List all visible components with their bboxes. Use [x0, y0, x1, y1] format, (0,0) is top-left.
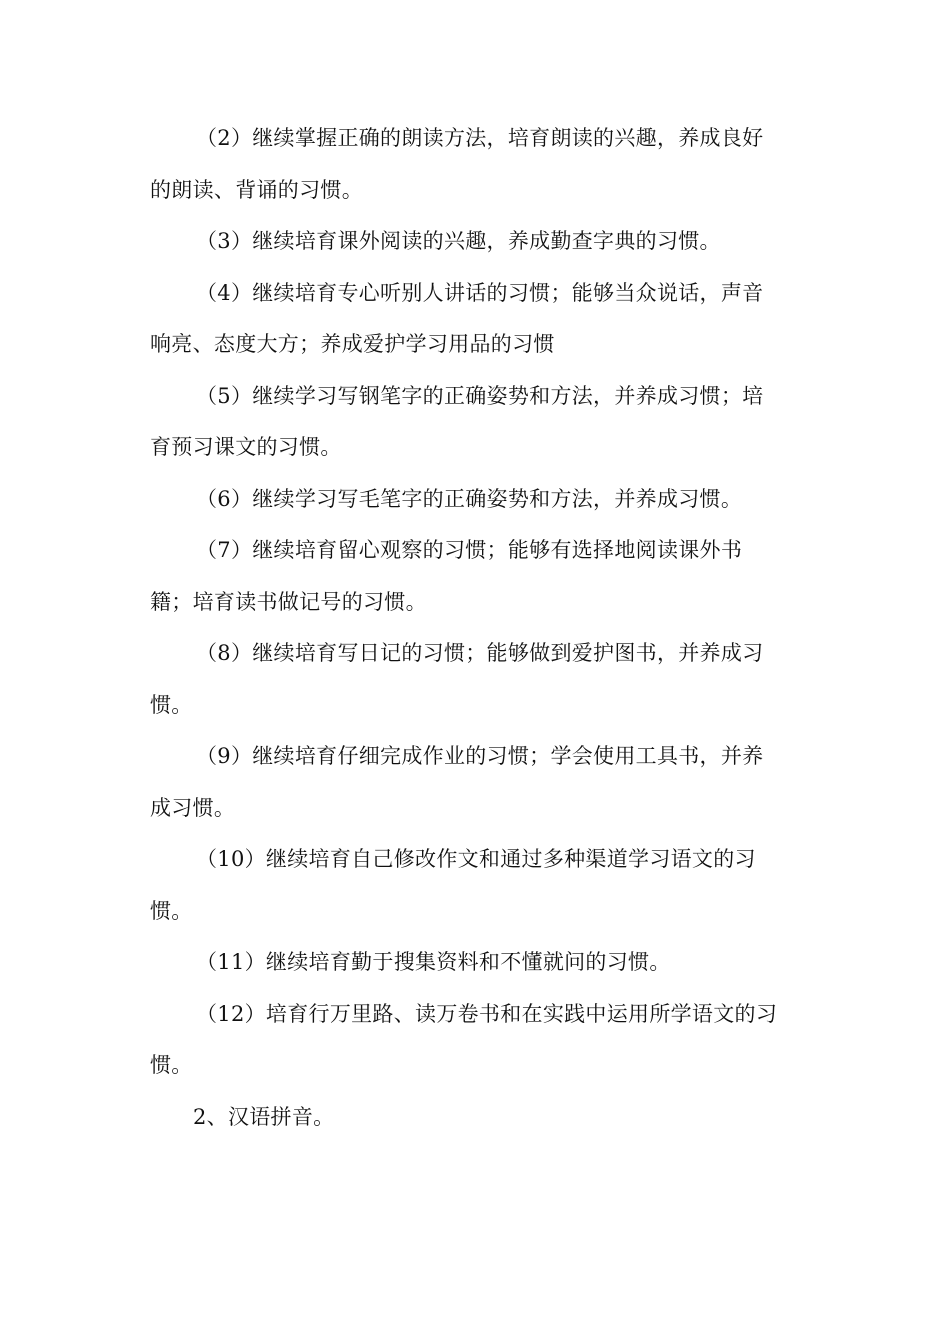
paragraph-6: [150, 474, 800, 526]
paragraph-line: （5）继续学习写钢笔字的正确姿势和方法，并养成习惯；培: [196, 383, 764, 408]
paragraph-line: （11）继续培育勤于搜集资料和不懂就问的习惯。: [196, 950, 671, 974]
paragraph-line: （7）继续培育留心观察的习惯；能够有选择地阅读课外书: [196, 538, 743, 562]
paragraph-line: （8）继续培育写日记的习惯；能够做到爱护图书，并养成习: [196, 641, 764, 665]
paragraph-7: [150, 525, 800, 628]
paragraph-line: 育预习课文的习惯。: [150, 435, 342, 459]
paragraph-5: [150, 371, 800, 474]
paragraph-line: 惯。: [150, 692, 193, 717]
paragraph-line: 惯。: [150, 898, 193, 923]
paragraph-line: 成习惯。: [150, 795, 236, 820]
paragraph-line: （10）继续培育自己修改作文和通过多种渠道学习语文的习: [196, 847, 756, 871]
paragraph-9: [150, 731, 800, 834]
paragraph-line: 响亮、态度大方；养成爱护学习用品的习惯: [150, 332, 555, 356]
paragraph-line: （12）培育行万里路、读万卷书和在实践中运用所学语文的习: [196, 1001, 778, 1026]
paragraph-3: [150, 216, 800, 268]
paragraph-12: [150, 989, 800, 1092]
section-heading: 2、汉语拼音。: [193, 1104, 335, 1129]
paragraph-8: [150, 628, 800, 731]
paragraph-line: （3）继续培育课外阅读的兴趣，养成勤查字典的习惯。: [196, 229, 721, 253]
paragraph-11: [150, 937, 800, 989]
paragraph-10: [150, 834, 800, 937]
paragraph-line: （6）继续学习写毛笔字的正确姿势和方法，并养成习惯。: [196, 486, 743, 511]
paragraph-line: （2）继续掌握正确的朗读方法，培育朗读的兴趣，养成良好: [196, 126, 764, 150]
paragraph-line: （9）继续培育仔细完成作业的习惯；学会使用工具书，并养: [196, 744, 764, 768]
paragraph-line: 的朗读、背诵的习惯。: [150, 177, 363, 202]
paragraph-line: 惯。: [150, 1053, 193, 1077]
paragraph-line: （4）继续培育专心听别人讲话的习惯；能够当众说话，声音: [196, 280, 764, 305]
paragraph-2: [150, 113, 800, 216]
document-body: [150, 113, 800, 1143]
paragraph-line: 籍；培育读书做记号的习惯。: [150, 589, 427, 614]
paragraph-4: [150, 268, 800, 371]
